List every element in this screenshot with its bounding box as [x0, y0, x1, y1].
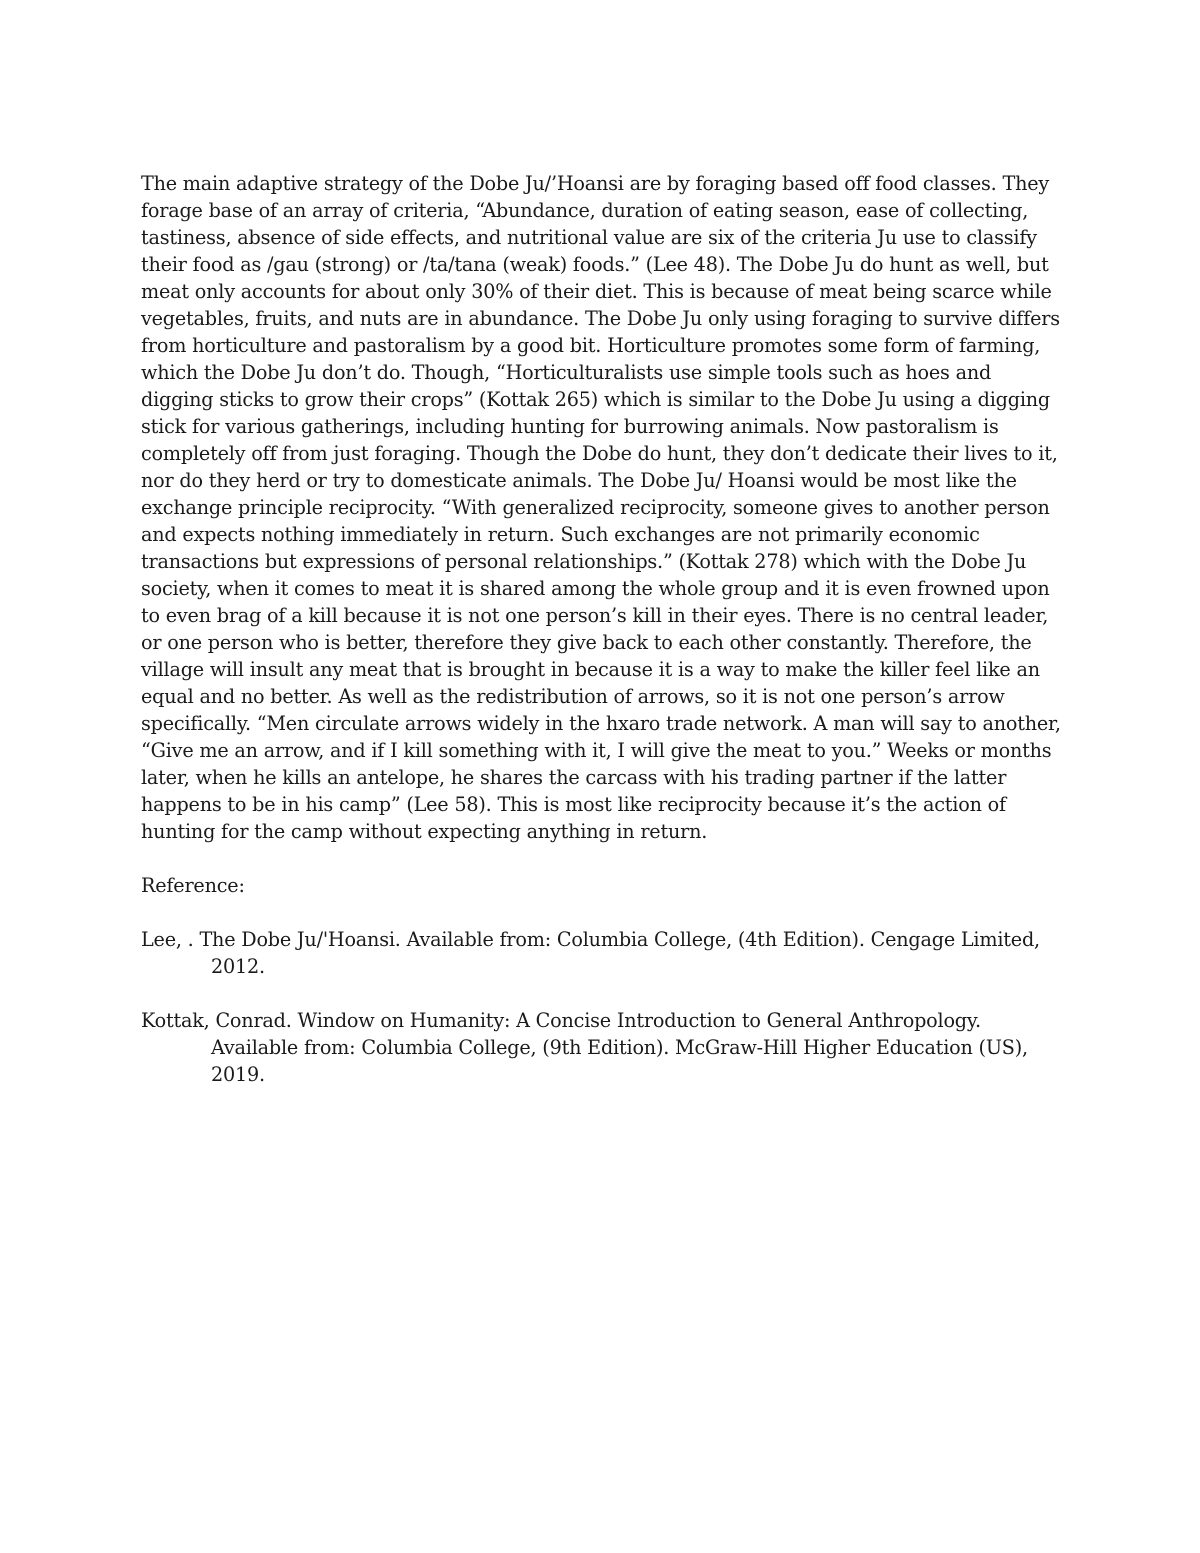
reference-heading: Reference:	[141, 874, 245, 897]
body-paragraph: The main adaptive strategy of the Dobe Ju/’Hoansi are by foraging based off food classes. They forage base of an array of criteria, “Abundance, duration of eating season, ease of collecting, tastiness, absence of side effects, and nutritional value are six of the criteria Ju use to classify their food as /gau (strong) or /ta/tana (weak) foods.” (Lee 48). The Dobe Ju do hunt as well, but meat only accounts for about only 30% of their diet. This is because of meat being scarce while vegetables, fruits, and nuts are in abundance. The Dobe Ju only using foraging to survive differs from horticulture and pastoralism by a good bit. Horticulture promotes some form of farming, which the Dobe Ju don’t do. Though, “Horticulturalists use simple tools such as hoes and digging sticks to grow their crops” (Kottak 265) which is similar to the Dobe Ju using a digging stick for various gatherings, including hunting for burrowing animals. Now pastoralism is completely off from just foraging. Though the Dobe do hunt, they don’t dedicate their lives to it, nor do they herd or try to domesticate animals. The Dobe Ju/ Hoansi would be most like the exchange principle reciprocity. “With generalized reciprocity, someone gives to another person and expects nothing immediately in return. Such exchanges are not primarily economic transactions but expressions of personal relationships.” (Kottak 278) which with the Dobe Ju society, when it comes to meat it is shared among the whole group and it is even frowned upon to even brag of a kill because it is not one person’s kill in their eyes. There is no central leader, or one person who is better, therefore they give back to each other constantly. Therefore, the village will insult any meat that is brought in because it is a way to make the killer feel like an equal and no better. As well as the redistribution of arrows, so it is not one person’s arrow specifically. “Men circulate arrows widely in the hxaro trade network. A man will say to another, “Give me an arrow, and if I kill something with it, I will give the meat to you.” Weeks or months later, when he kills an antelope, he shares the carcass with his trading partner if the latter happens to be in his camp” (Lee 58). This is most like reciprocity because it’s the action of hunting for the camp without expecting anything in return.	[141, 172, 1061, 843]
reference-list	[141, 926, 1063, 1088]
reference-item-kottak: Kottak, Conrad. Window on Humanity: A Concise Introduction to General Anthropology. Available from: Columbia College, (9th Edition). McGraw-Hill Higher Education (US), 2019.	[141, 1009, 1028, 1086]
document-content	[141, 170, 1063, 1088]
reference-item-lee: Lee, . The Dobe Ju/'Hoansi. Available from: Columbia College, (4th Edition). Cengage Limited, 2012.	[141, 928, 1040, 978]
